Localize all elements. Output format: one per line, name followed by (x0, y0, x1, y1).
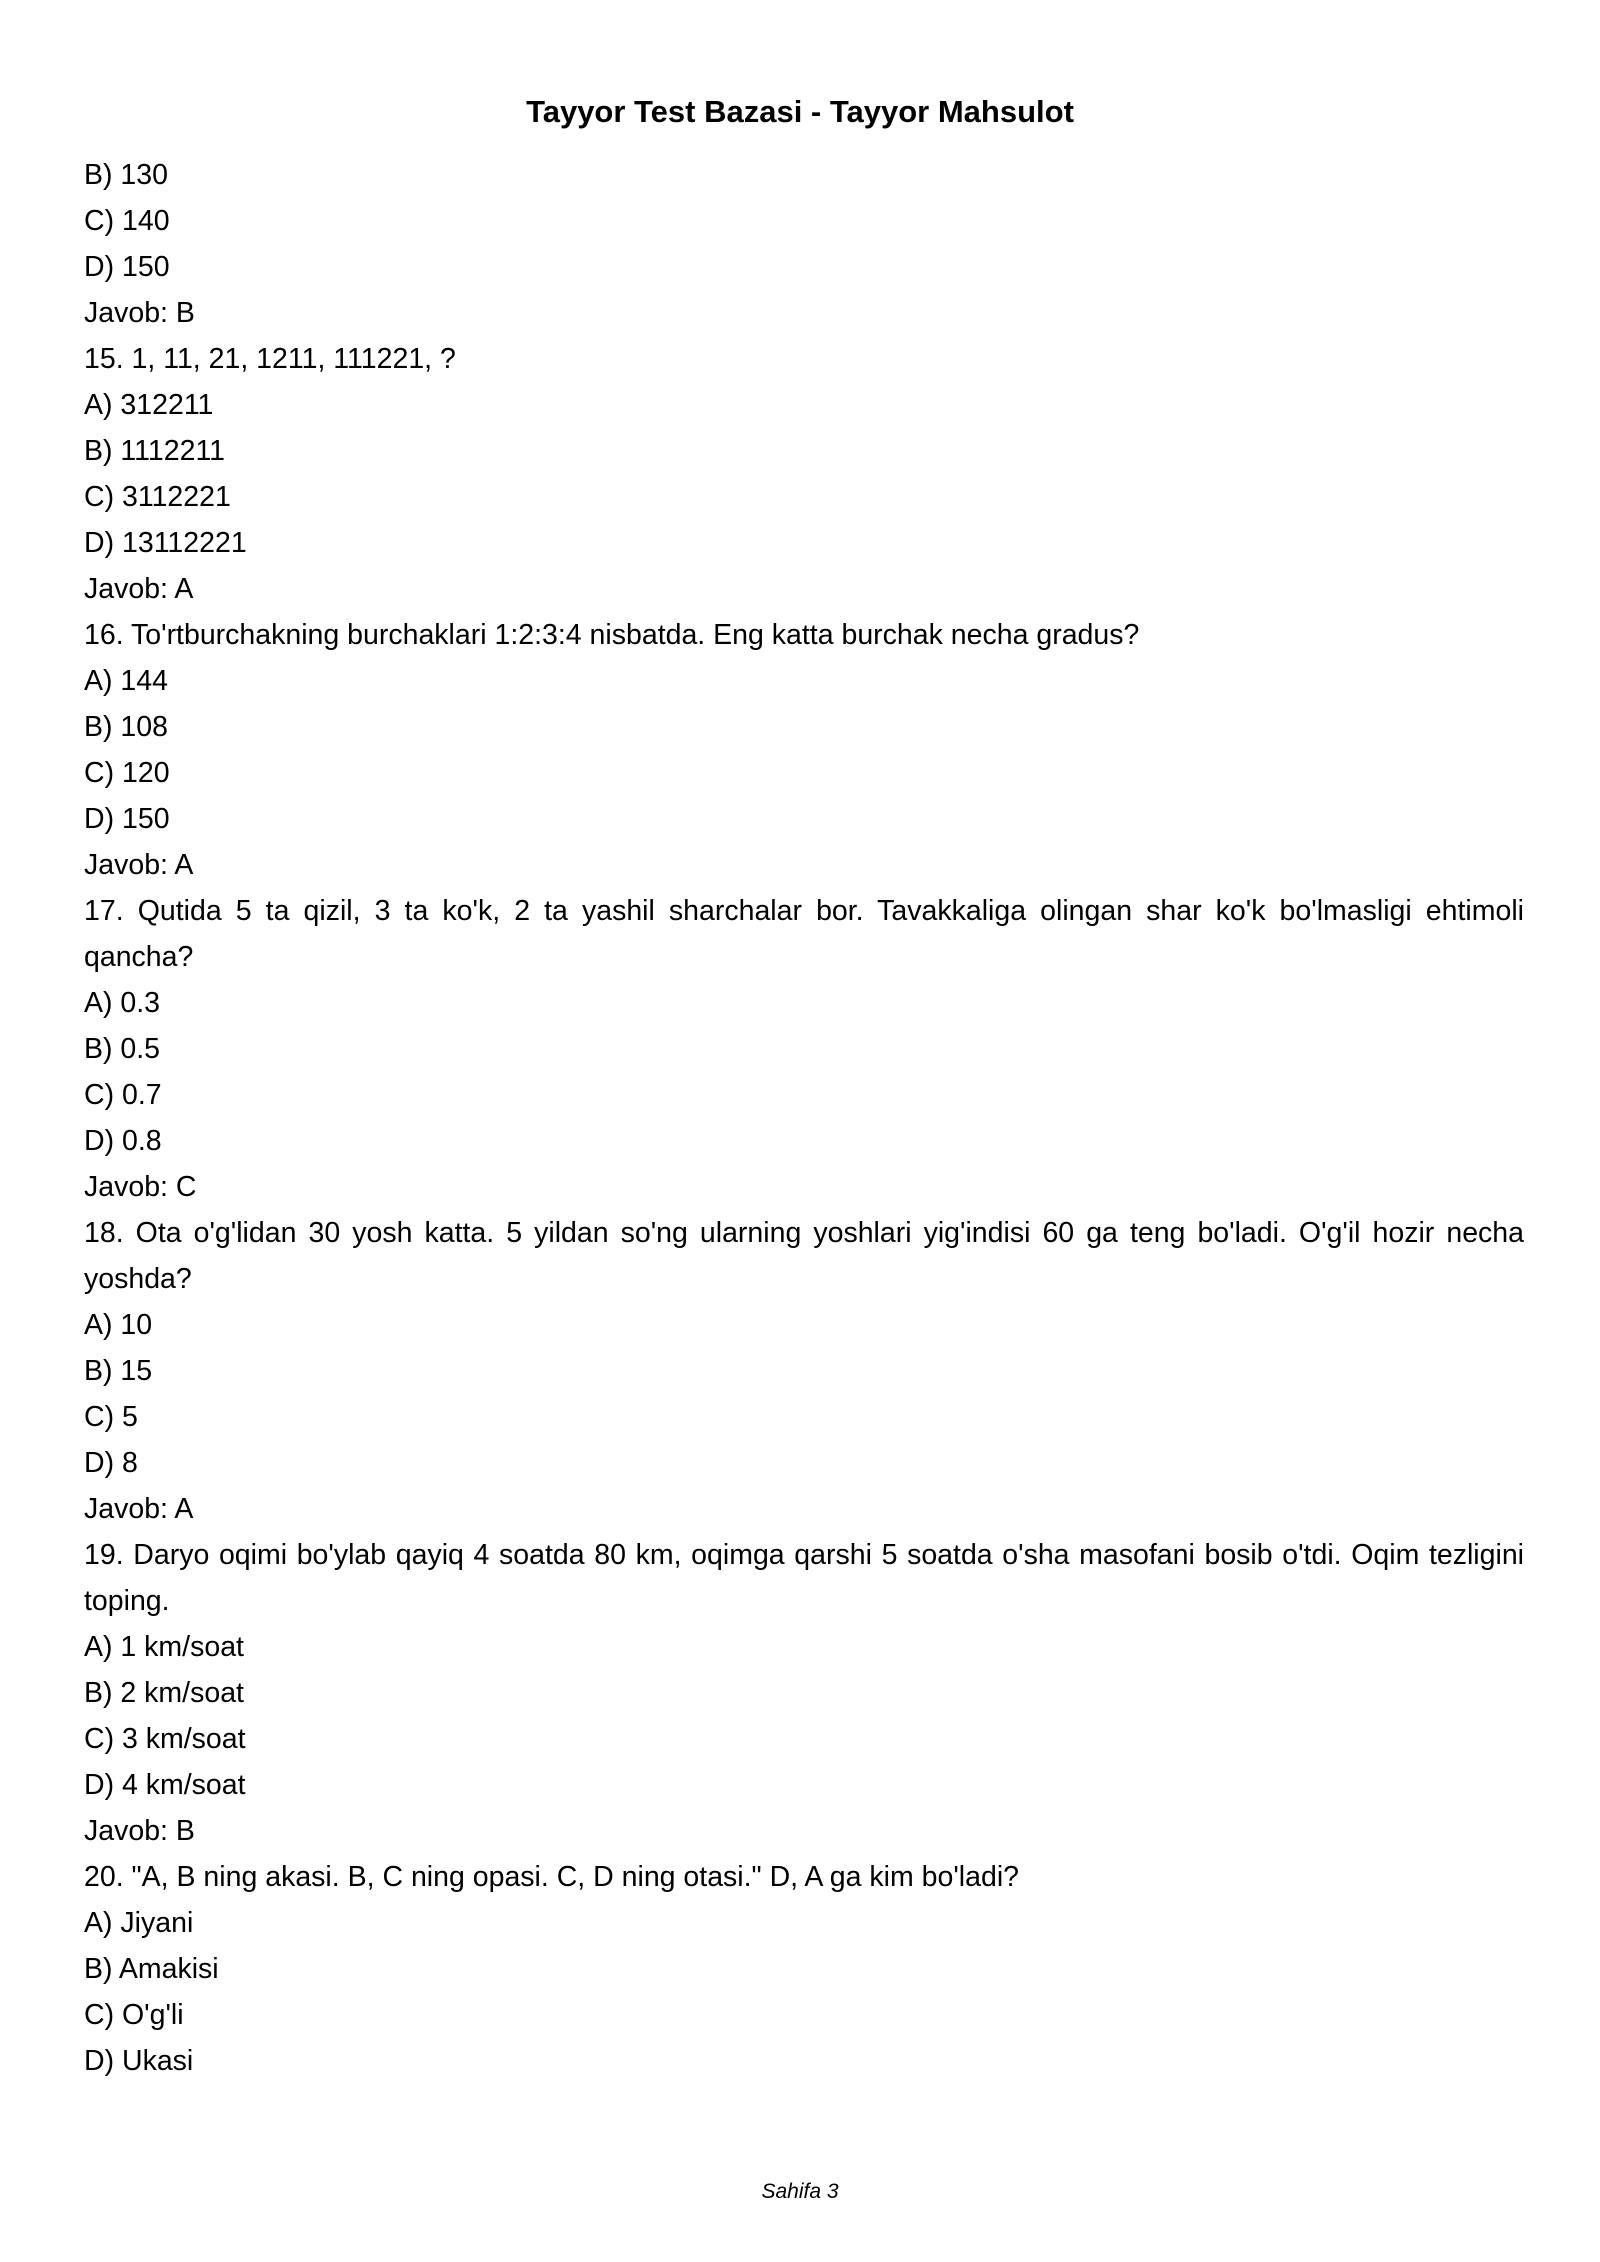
answer-option: B) Amakisi (84, 1953, 219, 1985)
correct-answer: Javob: A (84, 573, 194, 605)
question-text: 19. Daryo oqimi bo'ylab qayiq 4 soatda 80 km, oqimga qarshi 5 soatda o'sha masofani bosib o'tdi. Oqim tezligini toping. (84, 1539, 1532, 1617)
answer-option: A) 144 (84, 665, 168, 697)
answer-option: D) Ukasi (84, 2045, 194, 2077)
document-body (84, 152, 1532, 2084)
answer-option: B) 1112211 (84, 435, 226, 467)
correct-answer: Javob: A (84, 1493, 194, 1525)
answer-option: D) 4 km/soat (84, 1769, 246, 1801)
answer-option: B) 130 (84, 159, 168, 191)
answer-option: C) 140 (84, 205, 170, 237)
answer-option: C) 5 (84, 1401, 138, 1433)
answer-option: D) 150 (84, 251, 170, 283)
answer-option: C) 0.7 (84, 1079, 162, 1111)
answer-option: B) 108 (84, 711, 168, 743)
correct-answer: Javob: B (84, 297, 195, 329)
answer-option: D) 0.8 (84, 1125, 162, 1157)
page-number: Sahifa 3 (761, 2180, 839, 2203)
page-title: Tayyor Test Bazasi - Tayyor Mahsulot (526, 94, 1074, 129)
question-text: 18. Ota o'g'lidan 30 yosh katta. 5 yildan so'ng ularning yoshlari yig'indisi 60 ga teng bo'ladi. O'g'il hozir necha yoshda? (84, 1217, 1532, 1295)
question-text: 20. "A, B ning akasi. B, C ning opasi. C, D ning otasi." D, A ga kim bo'ladi? (84, 1861, 1020, 1893)
answer-option: C) O'g'li (84, 1999, 184, 2031)
answer-option: A) 1 km/soat (84, 1631, 244, 1663)
answer-option: A) Jiyani (84, 1907, 194, 1939)
answer-option: C) 120 (84, 757, 170, 789)
answer-option: A) 0.3 (84, 987, 161, 1019)
correct-answer: Javob: C (84, 1171, 197, 1203)
answer-option: B) 2 km/soat (84, 1677, 244, 1709)
question-text: 15. 1, 11, 21, 1211, 111221, ? (84, 343, 456, 375)
correct-answer: Javob: A (84, 849, 194, 881)
question-text: 16. To'rtburchakning burchaklari 1:2:3:4 nisbatda. Eng katta burchak necha gradus? (84, 619, 1140, 651)
correct-answer: Javob: B (84, 1815, 195, 1847)
answer-option: D) 150 (84, 803, 170, 835)
answer-option: A) 10 (84, 1309, 153, 1341)
answer-option: D) 13112221 (84, 527, 247, 559)
answer-option: B) 15 (84, 1355, 153, 1387)
answer-option: D) 8 (84, 1447, 138, 1479)
question-text: 17. Qutida 5 ta qizil, 3 ta ko'k, 2 ta yashil sharchalar bor. Tavakkaliga olingan shar ko'k bo'lmasligi ehtimoli qancha? (84, 895, 1532, 973)
answer-option: A) 312211 (84, 389, 214, 421)
answer-option: B) 0.5 (84, 1033, 161, 1065)
answer-option: C) 3 km/soat (84, 1723, 246, 1755)
answer-option: C) 3112221 (84, 481, 231, 513)
